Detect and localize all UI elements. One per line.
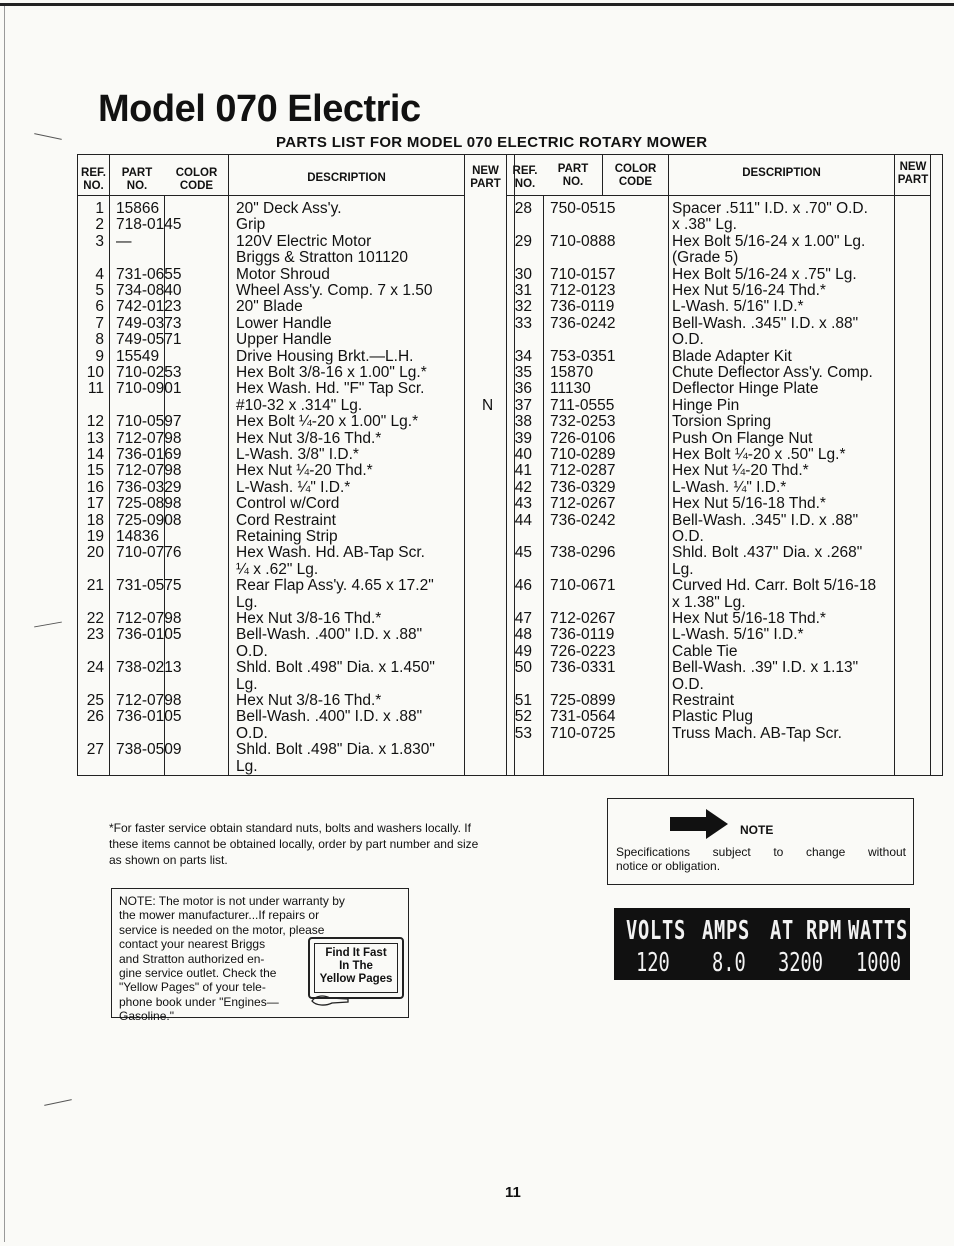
part-number: — xyxy=(116,232,132,250)
header-color: COLOR CODE xyxy=(175,167,218,192)
part-description: Spacer .511" I.D. x .70" O.D. xyxy=(672,200,868,217)
ref-number xyxy=(78,759,104,775)
parts-table xyxy=(77,154,943,776)
spec-value-rpm: 3200 xyxy=(778,948,824,978)
part-description: Motor Shroud xyxy=(236,265,330,283)
part-description: Upper Handle xyxy=(236,331,332,349)
part-description: L-Wash. ¼" I.D.* xyxy=(672,478,787,496)
part-number: 736-0105 xyxy=(116,626,182,644)
part-number: 749-0571 xyxy=(116,331,182,349)
part-description: Bell-Wash. .345" I.D. x .88" xyxy=(672,511,859,529)
ref-number: 20 xyxy=(86,544,104,562)
margin-mark xyxy=(34,133,62,140)
part-number: 736-0331 xyxy=(550,659,616,677)
ref-number: 12 xyxy=(86,413,104,431)
yellow-pages-line: In The xyxy=(339,960,373,972)
part-description: Hex Bolt 5/16-24 x 1.00" Lg. xyxy=(672,232,866,250)
part-description: Hex Bolt ¼-20 x 1.00" Lg.* xyxy=(236,413,419,431)
part-number: 726-0223 xyxy=(550,642,616,660)
part-number: 712-0798 xyxy=(116,429,182,447)
part-description: Restraint xyxy=(672,692,735,709)
part-number: 725-0899 xyxy=(550,692,616,709)
part-number: 736-0169 xyxy=(116,446,182,463)
ref-number: 40 xyxy=(514,446,532,463)
part-number: 710-0776 xyxy=(116,544,182,562)
yellow-pages-badge xyxy=(308,937,404,999)
ref-number: 25 xyxy=(86,692,104,709)
part-number: 710-0888 xyxy=(550,232,616,250)
motor-spec-panel xyxy=(614,908,910,980)
part-description: O.D. xyxy=(236,724,268,742)
warranty-line: phone book under "Engines— xyxy=(119,994,279,1009)
part-number: 731-0655 xyxy=(116,265,182,283)
part-description: Deflector Hinge Plate xyxy=(672,380,819,398)
ref-number xyxy=(506,250,532,266)
header-ref: REF. NO. xyxy=(81,167,106,192)
spec-header-volts: VOLTS xyxy=(626,916,686,946)
part-description: O.D. xyxy=(672,675,704,693)
part-number: 753-0351 xyxy=(550,347,616,365)
part-number: 711-0555 xyxy=(550,396,615,414)
part-number: 731-0575 xyxy=(116,577,182,595)
part-description: Lg. xyxy=(236,675,258,693)
part-number: 710-0157 xyxy=(550,265,616,283)
header-new-part: NEW PART xyxy=(470,165,501,190)
ref-number: 15 xyxy=(86,462,104,480)
part-description: Hex Bolt 5/16-24 x .75" Lg. xyxy=(672,265,857,283)
ref-number: 41 xyxy=(514,462,532,480)
ref-number: 29 xyxy=(514,232,532,250)
ref-number xyxy=(506,332,532,348)
part-description: Bell-Wash. .345" I.D. x .88" xyxy=(672,314,859,332)
ref-number: 34 xyxy=(514,347,532,365)
ref-number xyxy=(78,250,104,266)
part-number: 712-0798 xyxy=(116,462,182,480)
part-description: Cord Restraint xyxy=(236,511,336,529)
part-number: 736-0242 xyxy=(550,511,616,529)
note-text: notice or obligation. xyxy=(616,859,721,873)
ref-number xyxy=(78,644,104,660)
part-description: Blade Adapter Kit xyxy=(672,347,792,365)
ref-number: 44 xyxy=(514,511,532,529)
ref-number: 35 xyxy=(514,364,532,381)
part-number: 726-0106 xyxy=(550,429,616,447)
ref-number: 48 xyxy=(514,626,532,644)
part-description: O.D. xyxy=(672,528,704,545)
warranty-line: "Yellow Pages" of your tele- xyxy=(119,980,266,995)
part-description: Lg. xyxy=(672,560,694,578)
part-number: 738-0296 xyxy=(550,544,616,562)
ref-number: 32 xyxy=(514,298,532,316)
ref-number: 53 xyxy=(514,724,532,742)
ref-number: 28 xyxy=(514,200,532,217)
top-border xyxy=(0,3,954,6)
part-number: 712-0123 xyxy=(550,282,616,299)
ref-number: 49 xyxy=(514,642,532,660)
margin-mark xyxy=(44,1099,72,1106)
part-description: Hinge Pin xyxy=(672,396,740,414)
part-description: 20" Deck Ass'y. xyxy=(236,200,342,217)
ref-number: 5 xyxy=(95,282,104,299)
ref-number xyxy=(506,562,532,578)
note-text: Specifications subject to change without xyxy=(616,845,906,859)
part-description: Plastic Plug xyxy=(672,708,753,726)
parts-list-subtitle: PARTS LIST FOR MODEL 070 ELECTRIC ROTARY MOWER xyxy=(276,134,708,151)
part-description: Hex Wash. Hd. AB-Tap Scr. xyxy=(236,544,425,562)
yellow-pages-line: Yellow Pages xyxy=(319,973,393,985)
ref-number: 31 xyxy=(514,282,532,299)
warranty-line: NOTE: The motor is not under warranty by xyxy=(119,894,345,908)
part-number: 725-0908 xyxy=(116,511,182,529)
part-number: 742-0123 xyxy=(116,298,182,316)
part-description: Chute Deflector Ass'y. Comp. xyxy=(672,364,873,381)
ref-number: 33 xyxy=(514,314,532,332)
part-number: 710-0901 xyxy=(116,380,182,398)
note-title: NOTE xyxy=(740,823,774,837)
ref-number: 47 xyxy=(514,610,532,627)
ref-number: 3 xyxy=(95,232,104,250)
part-number: 712-0267 xyxy=(550,495,616,513)
left-border xyxy=(4,6,5,1242)
part-number: 736-0119 xyxy=(550,626,615,644)
ref-number xyxy=(506,529,532,545)
warranty-line: contact your nearest Briggs xyxy=(119,937,266,952)
part-description: Truss Mach. AB-Tap Scr. xyxy=(672,724,842,742)
header-part: PART NO. xyxy=(557,163,589,188)
part-description: Torsion Spring xyxy=(672,413,772,431)
part-number: 710-0671 xyxy=(550,577,616,595)
ref-number: 39 xyxy=(514,429,532,447)
ref-number: 7 xyxy=(95,314,104,332)
part-description: 120V Electric Motor xyxy=(236,232,372,250)
part-description: 20" Blade xyxy=(236,298,303,316)
part-number: 14836 xyxy=(116,528,160,545)
ref-number: 50 xyxy=(514,659,532,677)
part-description: Shld. Bolt .498" Dia. x 1.830" xyxy=(236,741,435,759)
ref-number: 45 xyxy=(514,544,532,562)
part-description: Hex Nut 5/16-24 Thd.* xyxy=(672,282,826,299)
header-color: COLOR CODE xyxy=(614,163,657,188)
part-description: Hex Wash. Hd. "F" Tap Scr. xyxy=(236,380,425,398)
part-description: L-Wash. 5/16" I.D.* xyxy=(672,298,804,316)
footnote: *For faster service obtain standard nuts, bolts and washers locally. If these items cannot be obtained locally, order by part number and size as shown on parts list. xyxy=(109,821,479,867)
part-description: Hex Nut 3/8-16 Thd.* xyxy=(236,610,382,627)
part-number: 736-0119 xyxy=(550,298,615,316)
ref-number: 19 xyxy=(86,528,104,545)
part-description: Hex Bolt 3/8-16 x 1.00" Lg.* xyxy=(236,364,427,381)
part-description: Hex Bolt ¼-20 x .50" Lg.* xyxy=(672,446,846,463)
part-number: 712-0798 xyxy=(116,692,182,709)
warranty-line: and Stratton authorized en- xyxy=(119,951,265,966)
part-number: 750-0515 xyxy=(550,200,616,217)
warranty-line: gine service outlet. Check the xyxy=(119,966,277,981)
part-number: 736-0105 xyxy=(116,708,182,726)
ref-number xyxy=(78,595,104,611)
part-description: Hex Nut 3/8-16 Thd.* xyxy=(236,429,382,447)
part-description: Briggs & Stratton 101120 xyxy=(236,249,409,267)
part-description: Lower Handle xyxy=(236,314,332,332)
ref-number: 18 xyxy=(86,511,104,529)
part-description: Lg. xyxy=(236,593,258,611)
part-number: 736-0329 xyxy=(116,478,182,496)
ref-number: 26 xyxy=(86,708,104,726)
part-description: Rear Flap Ass'y. 4.65 x 17.2" xyxy=(236,577,434,595)
ref-number: 4 xyxy=(95,265,104,283)
arrow-right-icon xyxy=(670,809,728,839)
part-number: 11130 xyxy=(550,380,591,398)
part-description: Hex Nut 5/16-18 Thd.* xyxy=(672,495,826,513)
ref-number: 22 xyxy=(86,610,104,627)
part-number: 725-0898 xyxy=(116,495,182,513)
header-description: DESCRIPTION xyxy=(307,172,386,184)
ref-number: 46 xyxy=(514,577,532,595)
header-description: DESCRIPTION xyxy=(742,167,821,179)
part-number: 15549 xyxy=(116,347,160,365)
part-description: x .38" Lg. xyxy=(672,216,737,234)
part-number: 15870 xyxy=(550,364,594,381)
ref-number xyxy=(78,677,104,693)
warranty-line: service is needed on the motor, please xyxy=(119,922,325,937)
header-ref: REF. NO. xyxy=(512,165,538,190)
part-description: Bell-Wash. .400" I.D. x .88" xyxy=(236,626,423,644)
part-description: Shld. Bolt .498" Dia. x 1.450" xyxy=(236,659,435,677)
part-description: Shld. Bolt .437" Dia. x .268" xyxy=(672,544,863,562)
part-description: L-Wash. ¼" I.D.* xyxy=(236,478,351,496)
warranty-line: the mower manufacturer...If repairs or xyxy=(119,908,320,923)
part-description: (Grade 5) xyxy=(672,249,739,267)
ref-number: 36 xyxy=(514,380,532,398)
part-description: Bell-Wash. .400" I.D. x .88" xyxy=(236,708,423,726)
spec-value-amps: 8.0 xyxy=(712,948,746,978)
ref-number: 38 xyxy=(514,413,532,431)
spec-header-rpm: AT RPM xyxy=(770,916,842,946)
part-number: 732-0253 xyxy=(550,413,616,431)
part-number: 731-0564 xyxy=(550,708,616,726)
part-number: 710-0253 xyxy=(116,364,182,381)
part-number: 738-0213 xyxy=(116,659,182,677)
part-description: Bell-Wash. .39" I.D. x 1.13" xyxy=(672,659,859,677)
part-description: Wheel Ass'y. Comp. 7 x 1.50 xyxy=(236,282,433,299)
part-description: O.D. xyxy=(236,642,268,660)
ref-number: 52 xyxy=(514,708,532,726)
ref-number: 21 xyxy=(86,577,104,595)
header-new-part: NEW PART xyxy=(897,161,929,186)
ref-number: 42 xyxy=(514,478,532,496)
part-number: 718-0145 xyxy=(116,216,182,234)
ref-number: 14 xyxy=(86,446,104,463)
part-number: 712-0798 xyxy=(116,610,182,627)
part-description: O.D. xyxy=(672,331,704,349)
ref-number: 30 xyxy=(514,265,532,283)
part-description: Lg. xyxy=(236,757,258,775)
ref-number xyxy=(78,398,104,414)
note-box xyxy=(607,798,914,885)
ref-number: 13 xyxy=(86,429,104,447)
page-title: Model 070 Electric xyxy=(98,88,421,130)
margin-mark xyxy=(34,622,62,628)
part-number: 710-0597 xyxy=(116,413,182,431)
ref-number xyxy=(506,217,532,233)
ref-number: 24 xyxy=(86,659,104,677)
ref-number: 27 xyxy=(86,741,104,759)
part-number: 712-0287 xyxy=(550,462,616,480)
part-description: Retaining Strip xyxy=(236,528,338,545)
part-number: 736-0329 xyxy=(550,478,616,496)
ref-number xyxy=(78,562,104,578)
ref-number: 1 xyxy=(95,200,104,217)
part-description: ¼ x .62" Lg. xyxy=(236,560,319,578)
ref-number: 8 xyxy=(95,331,104,349)
ref-number: 37 xyxy=(514,396,532,414)
part-description: x 1.38" Lg. xyxy=(672,593,746,611)
part-number: 710-0289 xyxy=(550,446,616,463)
header-part: PART NO. xyxy=(121,167,153,192)
ref-number: 9 xyxy=(95,347,104,365)
ref-number: 2 xyxy=(95,216,104,234)
ref-number xyxy=(78,726,104,742)
part-description: Grip xyxy=(236,216,266,234)
part-description: Hex Nut 3/8-16 Thd.* xyxy=(236,692,382,709)
ref-number: 23 xyxy=(86,626,104,644)
spec-header-amps: AMPS xyxy=(702,916,750,946)
ref-number: 10 xyxy=(86,364,104,381)
part-number: 710-0725 xyxy=(550,724,616,742)
new-part-flag: N xyxy=(482,396,494,414)
part-description: Curved Hd. Carr. Bolt 5/16-18 xyxy=(672,577,877,595)
part-description: L-Wash. 5/16" I.D.* xyxy=(672,626,804,644)
part-description: Drive Housing Brkt.—L.H. xyxy=(236,347,414,365)
part-number: 734-0840 xyxy=(116,282,182,299)
ref-number: 11 xyxy=(87,380,104,398)
part-description: L-Wash. 3/8" I.D.* xyxy=(236,446,359,463)
ref-number: 6 xyxy=(95,298,104,316)
part-description: Hex Nut 5/16-18 Thd.* xyxy=(672,610,826,627)
yellow-pages-line: Find It Fast xyxy=(325,947,387,959)
spec-value-watts: 1000 xyxy=(856,948,902,978)
warranty-note-box xyxy=(111,888,409,1024)
spec-value-volts: 120 xyxy=(636,948,670,978)
part-number: 749-0373 xyxy=(116,314,182,332)
ref-number xyxy=(506,677,532,693)
warranty-line: Gasoline." xyxy=(119,1009,174,1024)
part-description: Hex Nut ¼-20 Thd.* xyxy=(672,462,809,480)
part-number: 736-0242 xyxy=(550,314,616,332)
ref-number: 43 xyxy=(514,495,532,513)
part-description: Cable Tie xyxy=(672,642,738,660)
part-description: Push On Flange Nut xyxy=(672,429,813,447)
page-number: 11 xyxy=(505,1184,521,1201)
part-number: 15866 xyxy=(116,200,160,217)
part-description: Control w/Cord xyxy=(236,495,340,513)
spec-header-watts: WATTS xyxy=(848,916,908,946)
pointing-hand-icon xyxy=(310,993,350,1007)
part-description: Hex Nut ¼-20 Thd.* xyxy=(236,462,373,480)
part-number: 712-0267 xyxy=(550,610,616,627)
ref-number: 17 xyxy=(86,495,104,513)
ref-number: 51 xyxy=(514,692,532,709)
part-number: 738-0509 xyxy=(116,741,182,759)
ref-number: 16 xyxy=(86,478,104,496)
part-description: #10-32 x .314" Lg. xyxy=(236,396,363,414)
ref-number xyxy=(506,595,532,611)
